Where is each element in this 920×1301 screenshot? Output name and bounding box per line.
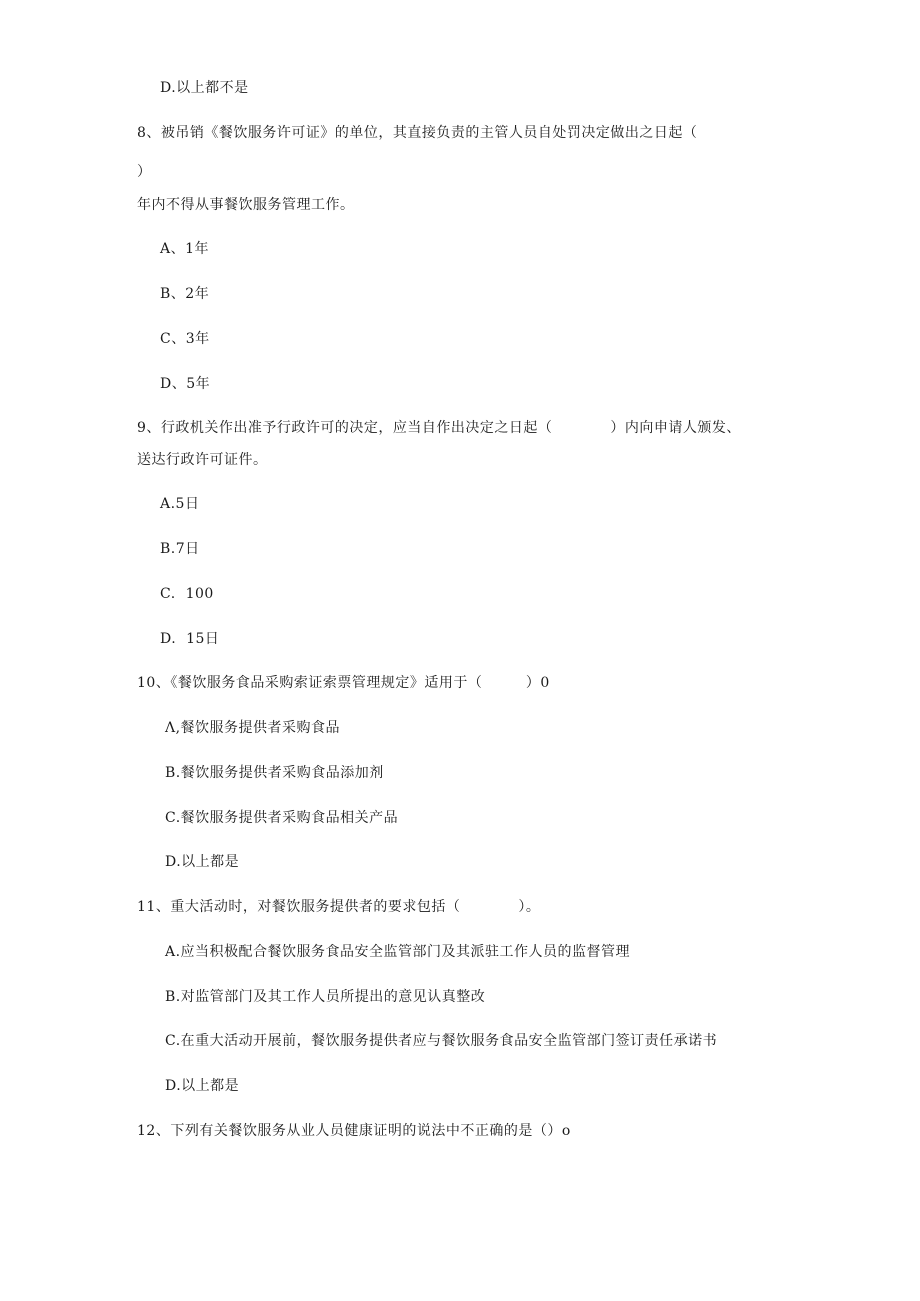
q7-option-d: D.以上都不是: [160, 80, 249, 96]
q11-option-c: C.在重大活动开展前，餐饮服务提供者应与餐饮服务食品安全监管部门签订责任承诺书: [165, 1033, 718, 1049]
q11-option-a: A.应当积极配合餐饮服务食品安全监管部门及其派驻工作人员的监督管理: [165, 944, 631, 960]
q8-option-d: D、5年: [160, 376, 211, 392]
q8-option-c: C、3年: [160, 331, 210, 347]
q9-option-d: D. 15日: [160, 631, 220, 647]
q8-stem: 8、被吊销《餐饮服务许可证》的单位，其直接负责的主管人员自处罚决定做出之日起（: [137, 125, 698, 141]
q10-option-b: B.餐饮服务提供者采购食品添加剂: [165, 765, 384, 781]
q11-stem: 11、重大活动时，对餐饮服务提供者的要求包括（ ）。: [137, 899, 541, 915]
q9-stem: 9、行政机关作出准予行政许可的决定，应当自作出决定之日起（ ）内向申请人颁发、: [137, 420, 741, 436]
q9-option-b: B.7日: [160, 541, 200, 557]
q8-option-a: A、1年: [160, 241, 210, 257]
q8-stem-paren: ）: [137, 164, 152, 180]
q12-stem: 12、下列有关餐饮服务从业人员健康证明的说法中不正确的是（）o: [137, 1123, 571, 1139]
q10-stem: 10、《餐饮服务食品采购索证索票管理规定》适用于（ ）0: [137, 675, 550, 691]
q9-option-c: C. 100: [160, 586, 214, 602]
q11-option-b: B.对监管部门及其工作人员所提出的意见认真整改: [165, 989, 486, 1005]
q11-option-d: D.以上都是: [165, 1078, 240, 1094]
q8-option-b: B、2年: [160, 286, 210, 302]
q8-stem-cont: 年内不得从事餐饮服务管理工作。: [137, 197, 355, 213]
q10-option-a: Λ,餐饮服务提供者采购食品: [165, 720, 341, 736]
q10-option-c: C.餐饮服务提供者采购食品相关产品: [165, 810, 399, 826]
q9-option-a: A.5日: [160, 496, 200, 512]
q9-stem-cont: 送达行政许可证件。: [137, 452, 268, 468]
q10-option-d: D.以上都是: [165, 854, 240, 870]
